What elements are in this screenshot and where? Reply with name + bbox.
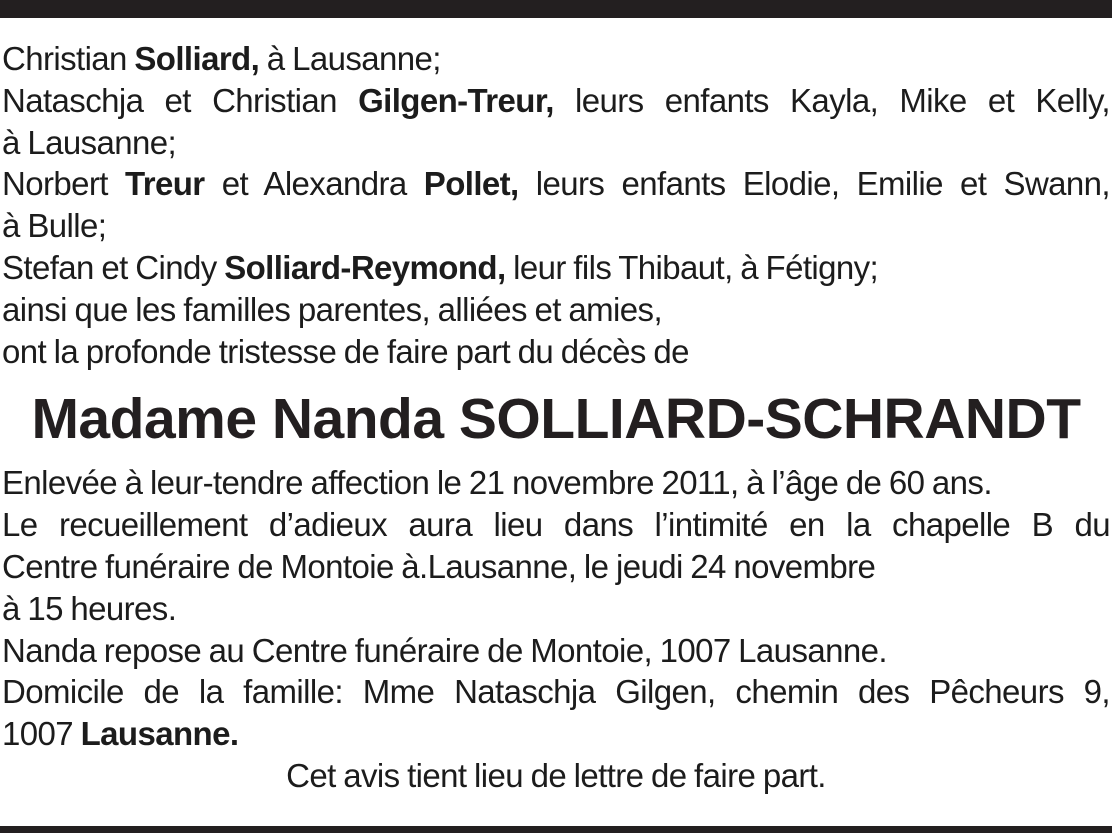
family-surname: Solliard-Reymond, [224,248,506,286]
deceased-name: Madame Nanda SOLLIARD-SCHRANDT [31,387,1081,452]
postal-code: 1007 [2,715,81,753]
family-first-names: Norbert [2,165,126,203]
death-notice [2,38,1110,797]
footer-note: Cet avis tient lieu de lettre de faire part. [286,756,826,794]
bottom-rule [0,826,1112,833]
family-children: leurs enfants Kayla, Mike et Kelly, [553,81,1110,119]
ceremony-line: Le recueillement d’adieux aura lieu dans l’intimité en la chapelle B du [2,506,1110,544]
top-rule [0,0,1112,18]
family-address-city-line [2,713,1110,755]
family-children: leur fils Thibaut, à Fétigny; [505,248,879,286]
family-list [2,38,1110,372]
family-surname: Pollet, [423,165,519,203]
family-address-line: Domicile de la famille: Mme Nataschja Gilgen, chemin des Pêcheurs 9, [2,673,1110,711]
family-first-names: Stefan et Cindy [2,248,225,286]
family-children: leurs enfants Elodie, Emilie et Swann, [518,165,1110,203]
ceremony-time-line: à 15 heures. [2,589,177,627]
extended-family-line: ainsi que les familles parentes, alliées et amies, [2,290,663,328]
family-first-names: Nataschja et Christian [2,81,359,119]
family-line [2,80,1110,122]
family-location: à Lausanne; [259,40,441,77]
family-first-names: et Alexandra [204,165,424,203]
family-surname: Treur [125,165,205,203]
death-date-line: Enlevée à leur-tendre affection le 21 novembre 2011, à l’âge de 60 ans. [2,464,992,502]
ceremony-location-line: Centre funéraire de Montoie à.Lausanne, le jeudi 24 novembre [2,547,876,585]
repose-line: Nanda repose au Centre funéraire de Montoie, 1007 Lausanne. [2,631,887,669]
family-surname: Solliard, [134,40,260,77]
family-line [2,38,1110,80]
family-line [2,247,1110,289]
family-first-names: Christian [2,40,135,77]
notice-details [2,462,1110,796]
family-surname: Gilgen-Treur, [358,81,554,119]
family-location-line: à Bulle; [2,207,107,245]
city-name: Lausanne. [80,715,239,753]
family-location-line: à Lausanne; [2,123,177,161]
family-line [2,163,1110,205]
announcement-line: ont la profonde tristesse de faire part du décès de [2,332,689,370]
